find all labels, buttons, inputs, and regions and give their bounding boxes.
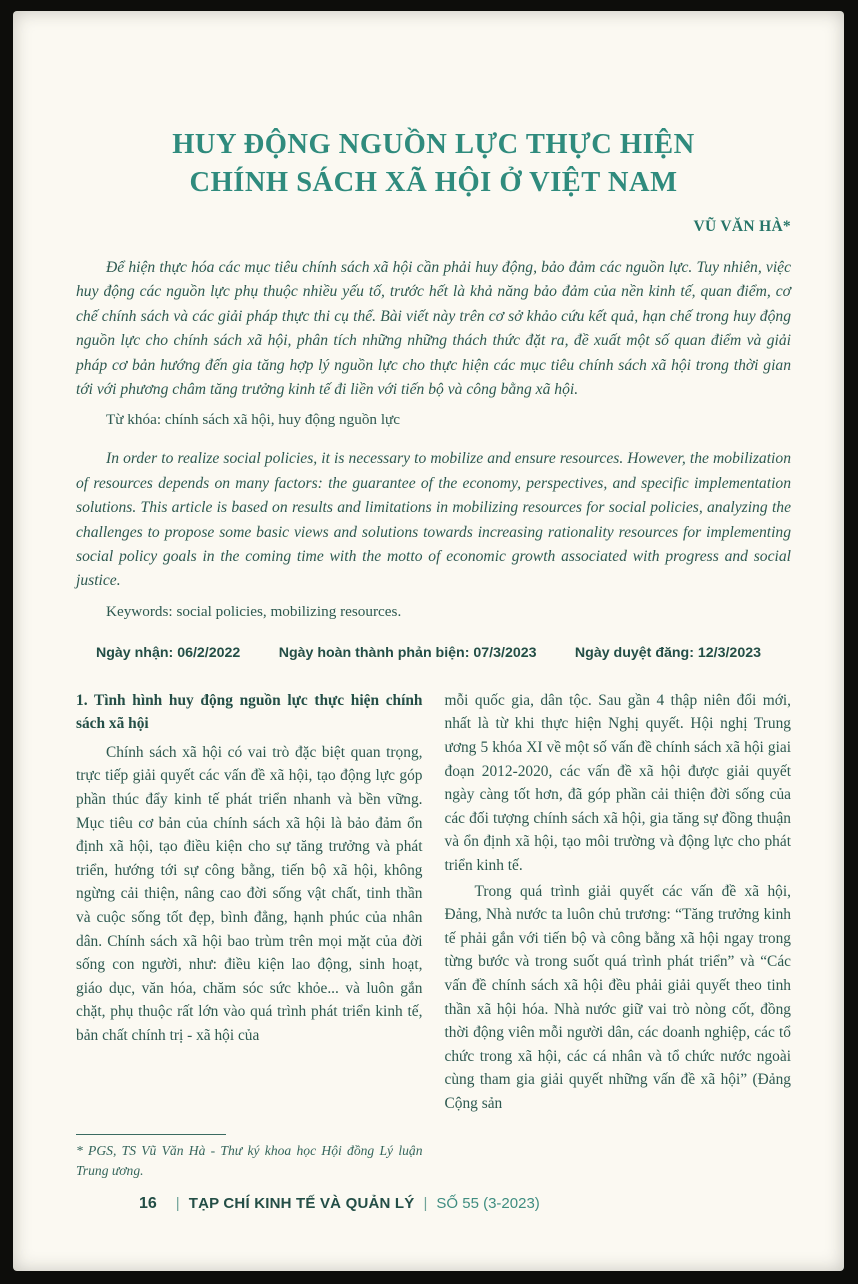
date-review-completed: Ngày hoàn thành phản biện: 07/3/2023 [278, 644, 537, 661]
author-name: VŨ VĂN HÀ* [693, 218, 791, 235]
footer-separator: | [423, 1195, 428, 1212]
issue-number: SỐ 55 (3-2023) [436, 1195, 540, 1212]
date-received: Ngày nhận: 06/2/2022 [96, 644, 241, 661]
footnote-text: * PGS, TS Vũ Văn Hà - Thư ký khoa học Hội đồng Lý luận Trung ương. [76, 1142, 423, 1178]
section-1-heading: 1. Tình hình huy động nguồn lực thực hiện chính sách xã hội [76, 691, 423, 732]
keywords-vietnamese: Từ khóa: chính sách xã hội, huy động nguồn lực [106, 411, 401, 429]
title-line-1: HUY ĐỘNG NGUỒN LỰC THỰC HIỆN [172, 129, 695, 160]
keywords-english: Keywords: social policies, mobilizing resources. [106, 602, 402, 620]
journal-name: TẠP CHÍ KINH TẾ VÀ QUẢN LÝ [188, 1195, 415, 1212]
right-column [445, 689, 792, 1181]
date-approved: Ngày duyệt đăng: 12/3/2023 [574, 644, 761, 661]
title-line-2: CHÍNH SÁCH XÃ HỘI Ở VIỆT NAM [189, 167, 678, 198]
body-columns [76, 689, 791, 1181]
article-dates [76, 645, 791, 661]
footnote-rule [76, 1134, 226, 1135]
article-title [76, 126, 791, 202]
footnote [76, 1126, 423, 1181]
body-paragraph-left: Chính sách xã hội có vai trò đặc biệt quan trọng, trực tiếp giải quyết các vấn đề xã hội, tạo động lực góp phần thúc đẩy kinh tế phát triển nhanh và bền vững. Mục tiêu cơ bản của chính sách xã hội là bảo đảm ổn định xã hội, tạo điều kiện cho sự tăng trưởng và phát triển, hướng tới sự công bằng, tiến bộ xã hội, không ngừng cải thiện, nâng cao đời sống vật chất, tinh thần và cuộc sống tốt đẹp, bình đẳng, hạnh phúc của nhân dân. Chính sách xã hội bao trùm trên mọi mặt của đời sống con người, như: điều kiện lao động, sinh hoạt, giáo dục, văn hóa, chăm sóc sức khỏe... và luôn gắn chặt, phụ thuộc rất lớn vào quá trình phát triển kinh tế, bản chất chính trị - xã hội của [76, 743, 423, 1044]
body-paragraph-right-1: mỗi quốc gia, dân tộc. Sau gần 4 thập niên đổi mới, nhất là từ khi thực hiện Nghị quyết. Hội nghị Trung ương 5 khóa XI về một số vấn đề chính sách xã hội giai đoạn 2012-2020, các vấn đề xã hội được giải quyết ngày càng tốt hơn, đã góp phần cải thiện đời sống của các đối tượng chính sách xã hội, gia tăng sự đồng thuận và ổn định xã hội, tạo môi trường và động lực cho phát triển kinh tế. [444, 691, 791, 875]
page-number: 16 [139, 1195, 157, 1212]
left-column [76, 689, 423, 1181]
footer-separator: | [175, 1195, 180, 1212]
body-paragraph-right-2: Trong quá trình giải quyết các vấn đề xã hội, Đảng, Nhà nước ta luôn chủ trương: “Tăng trưởng kinh tế phải gắn với tiến bộ và công bằng xã hội ngay trong từng bước và trong suốt quá trình phát triển” và “Các vấn đề chính sách xã hội đều phải giải quyết theo tinh thần xã hội hóa. Nhà nước giữ vai trò nòng cốt, đồng thời động viên mỗi người dân, các doanh nghiệp, các tổ chức trong xã hội, các cá nhân và tổ chức nước ngoài cùng tham gia giải quyết những vấn đề xã hội” (Đảng Cộng sản [444, 882, 791, 1112]
abstract-english: In order to realize social policies, it is necessary to mobilize and ensure resources. However, the mobilization of resources depends on many factors: the guarantee of the economy, perspectives, and specific implementation solutions. This article is based on results and limitations in mobilizing resources for social policies, analyzing the challenges to propose some basic views and solutions towards increasing rationality resources for implementing social policy goals in the coming time with the motto of economic growth associated with progress and social justice. [76, 450, 791, 590]
page-content [76, 11, 791, 1271]
article-page [13, 11, 844, 1271]
abstract-vietnamese: Để hiện thực hóa các mục tiêu chính sách xã hội cần phải huy động, bảo đảm các nguồn lực. Tuy nhiên, việc huy động các nguồn lực phụ thuộc nhiều yếu tố, trước hết là khả năng bảo đảm của nền kinh tế, quan điểm, cơ chế chính sách và các giải pháp thực thi cụ thể. Bài viết này trên cơ sở khảo cứu kết quả, hạn chế trong huy động nguồn lực cho chính sách xã hội, phân tích những những thách thức đặt ra, đề xuất một số quan điểm và giải pháp cơ bản hướng đến gia tăng hợp lý nguồn lực cho thực hiện các mục tiêu chính sách xã hội trong thời gian tới với phương châm tăng trưởng kinh tế đi liền với tiến bộ và công bằng xã hội. [76, 259, 791, 399]
page-footer [139, 1195, 738, 1213]
